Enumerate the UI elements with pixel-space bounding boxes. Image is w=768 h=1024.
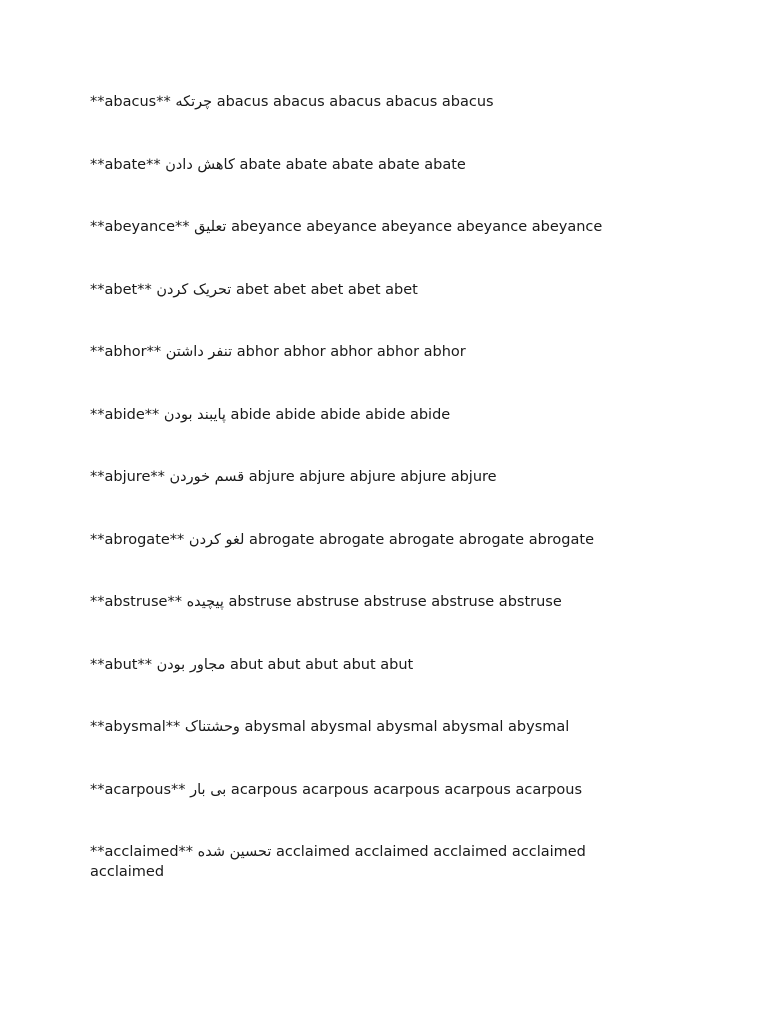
vocabulary-entry: **abrogate** لغو کردن abrogate abrogate abrogate abrogate abrogate [90, 531, 594, 548]
vocabulary-entry: **abate** کاهش دادن abate abate abate abate abate [90, 156, 466, 173]
vocabulary-entry: **abide** پایبند بودن abide abide abide abide abide [90, 406, 451, 423]
vocabulary-entry: **acarpous** بی بار acarpous acarpous acarpous acarpous acarpous [90, 781, 582, 798]
document-page [90, 92, 630, 925]
vocabulary-entry: **acclaimed** تحسین شده acclaimed acclaimed acclaimed acclaimed acclaimed [90, 844, 586, 880]
vocabulary-entry: **abeyance** تعلیق abeyance abeyance abeyance abeyance abeyance [90, 219, 603, 235]
vocabulary-entry: **abut** مجاور بودن abut abut abut abut abut [90, 656, 414, 673]
vocabulary-entry: **abacus** چرتکه abacus abacus abacus abacus abacus [90, 94, 494, 110]
vocabulary-entry: **abhor** تنفر داشتن abhor abhor abhor abhor abhor [90, 344, 466, 360]
vocabulary-entry: **abysmal** وحشتناک abysmal abysmal abysmal abysmal abysmal [90, 719, 570, 735]
vocabulary-entry: **abet** تحریک کردن abet abet abet abet abet [90, 281, 418, 298]
vocabulary-entry: **abjure** قسم خوردن abjure abjure abjure abjure abjure [90, 469, 497, 485]
vocabulary-entry: **abstruse** پیچیده abstruse abstruse abstruse abstruse abstruse [90, 594, 562, 610]
